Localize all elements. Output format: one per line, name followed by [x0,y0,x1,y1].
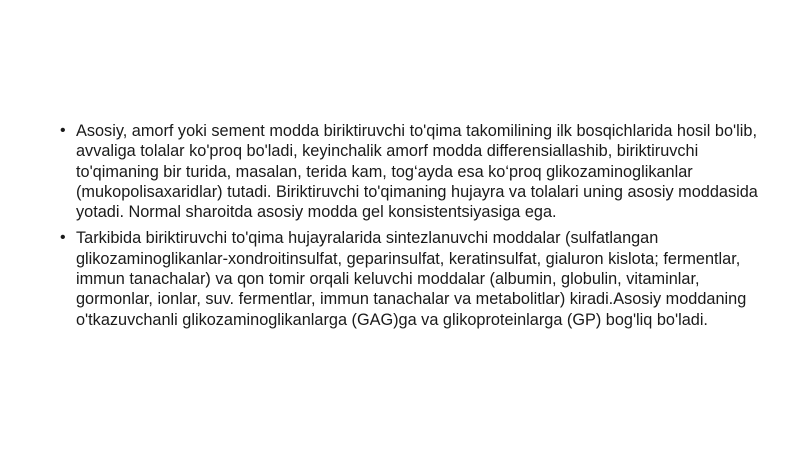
bullet-item [58,228,758,329]
slide-body [58,121,758,336]
bullet-item [58,121,758,222]
bullet-icon: • [60,122,66,139]
bullet-icon: • [60,229,66,247]
bullet-text: Tarkibida biriktiruvchi to'qima hujayralarida sintezlanuvchi moddalar (sulfatlangan glikozaminoglikanlar-xondroitinsulfat, geparinsulfat, keratinsulfat, gialuron kislota; fermentlar, immun tanachalar) va qon tomir orqali keluvchi moddalar (albumin, globulin, vitaminlar, gormonlar, ionlar, suv. fermentlar, immun tanachalar va metabolitlar) kiradi.Asosiy moddaning o'tkazuvchanli glikozaminoglikanlarga (GAG)ga va glikoproteinlarga (GP) bog'liq bo'ladi. [76,229,747,329]
bullet-list [58,121,758,330]
bullet-text: Asosiy, amorf yoki sement modda biriktiruvchi to'qima takomilining ilk bosqichlarida hosil bo'lib, avvaliga tolalar ko'proq bo'ladi, keyinchalik amorf modda differensiallashib, biriktiruvchi to'qimaning bir turida, masalan, terida kam, tog‘ayda esa ko‘proq glikozaminoglikanlar (mukopolisaxaridlar) tutadi. Biriktiruvchi to'qimaning hujayra va tolalari uning asosiy moddasida yotadi. Normal sharoitda asosiy modda gel konsistentsiyasiga ega. [76,122,758,222]
